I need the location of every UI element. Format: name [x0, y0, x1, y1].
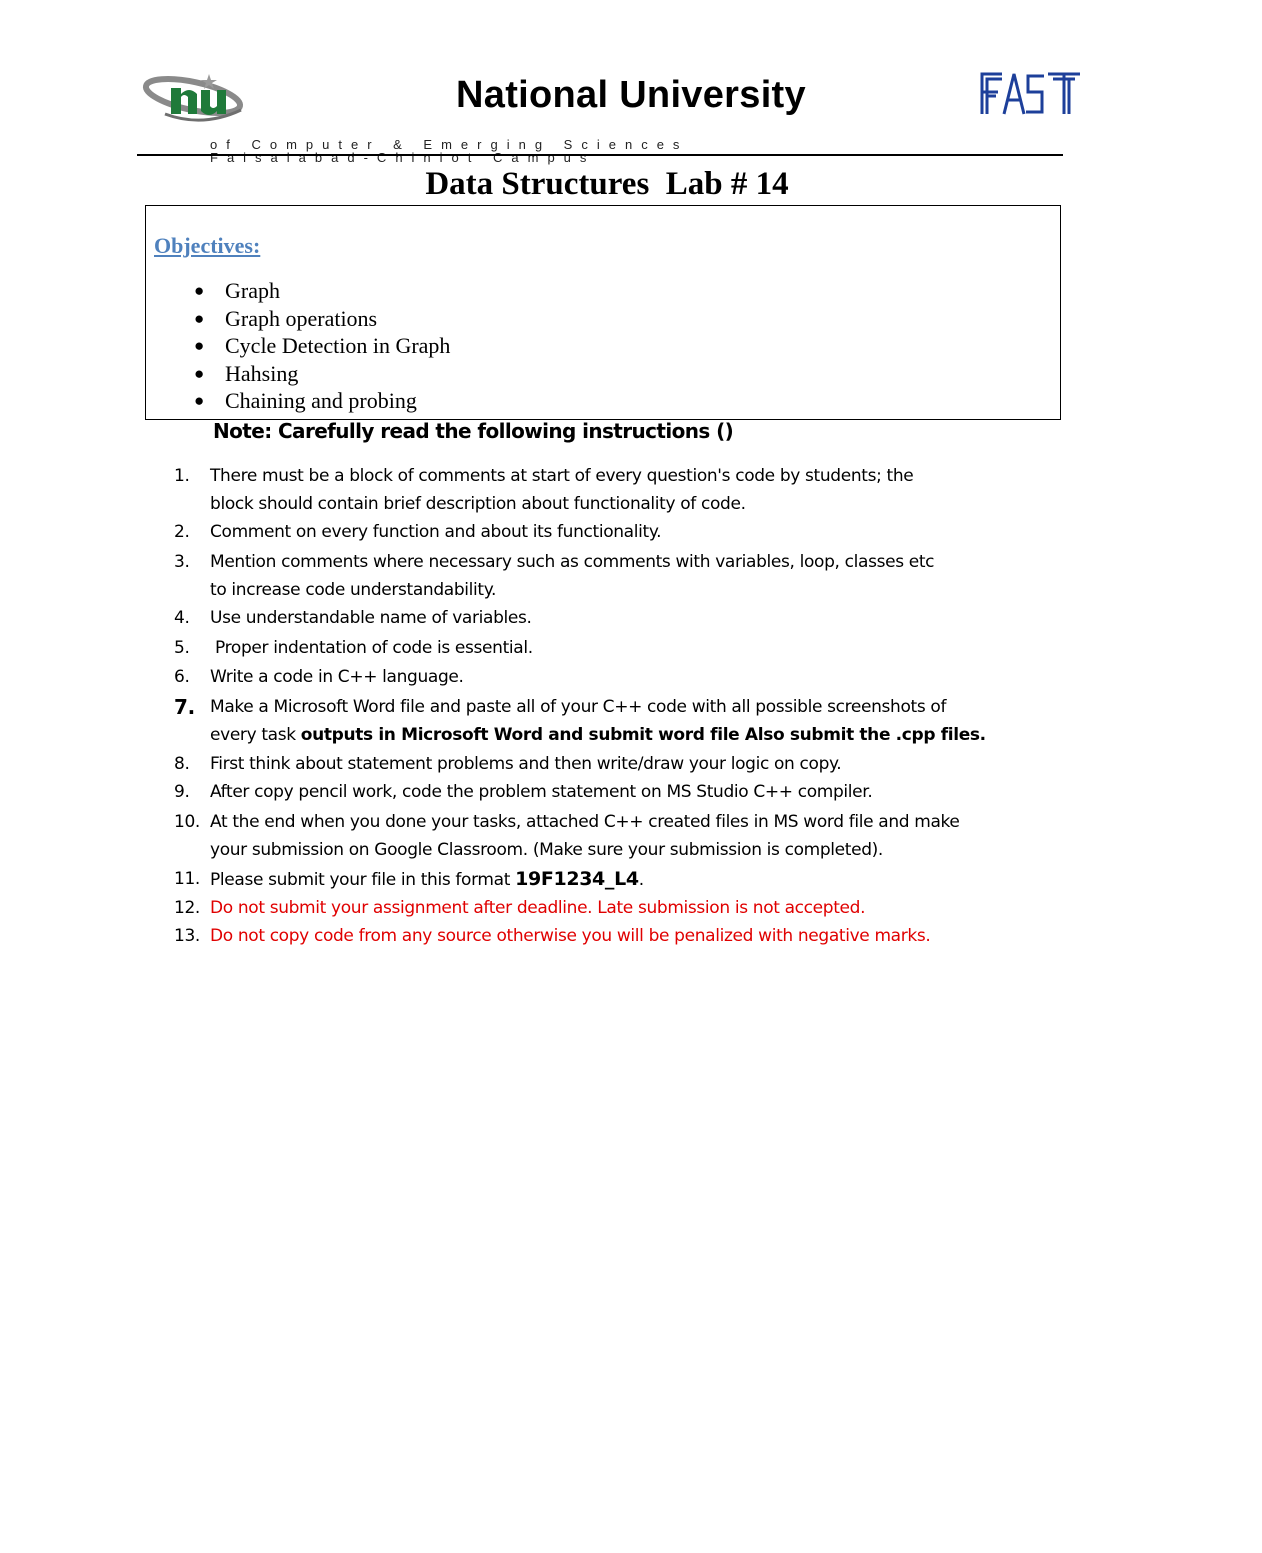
list-item: ● Chaining and probing	[194, 388, 417, 413]
header-divider	[137, 154, 1063, 156]
list-item: ● Graph operations	[194, 305, 378, 331]
bullet-icon: ●	[194, 336, 205, 355]
bullet-icon: ●	[194, 308, 205, 328]
list-item: ● Cycle Detection in Graph	[194, 333, 451, 358]
page-header	[0, 0, 1200, 165]
list-item: ● Hahsing	[194, 360, 299, 386]
bullet-icon: ●	[194, 281, 205, 300]
list-item: ● Graph	[194, 278, 280, 303]
header-subtitle: of Computer & Emerging Sciences Faisalabad-Chiniot Campus	[210, 137, 689, 165]
fast-logo-icon	[978, 70, 1082, 116]
university-name: National University	[456, 74, 806, 116]
bullet-icon: ●	[194, 363, 205, 383]
objectives-list	[194, 277, 450, 415]
bullet-icon: ●	[194, 391, 205, 410]
objectives-box	[145, 205, 1061, 420]
lab-title: Data Structures Lab # 14	[425, 166, 789, 202]
instructions-note: Note: Carefully read the following instructions ()	[213, 419, 734, 443]
objectives-heading: Objectives:	[154, 233, 261, 258]
